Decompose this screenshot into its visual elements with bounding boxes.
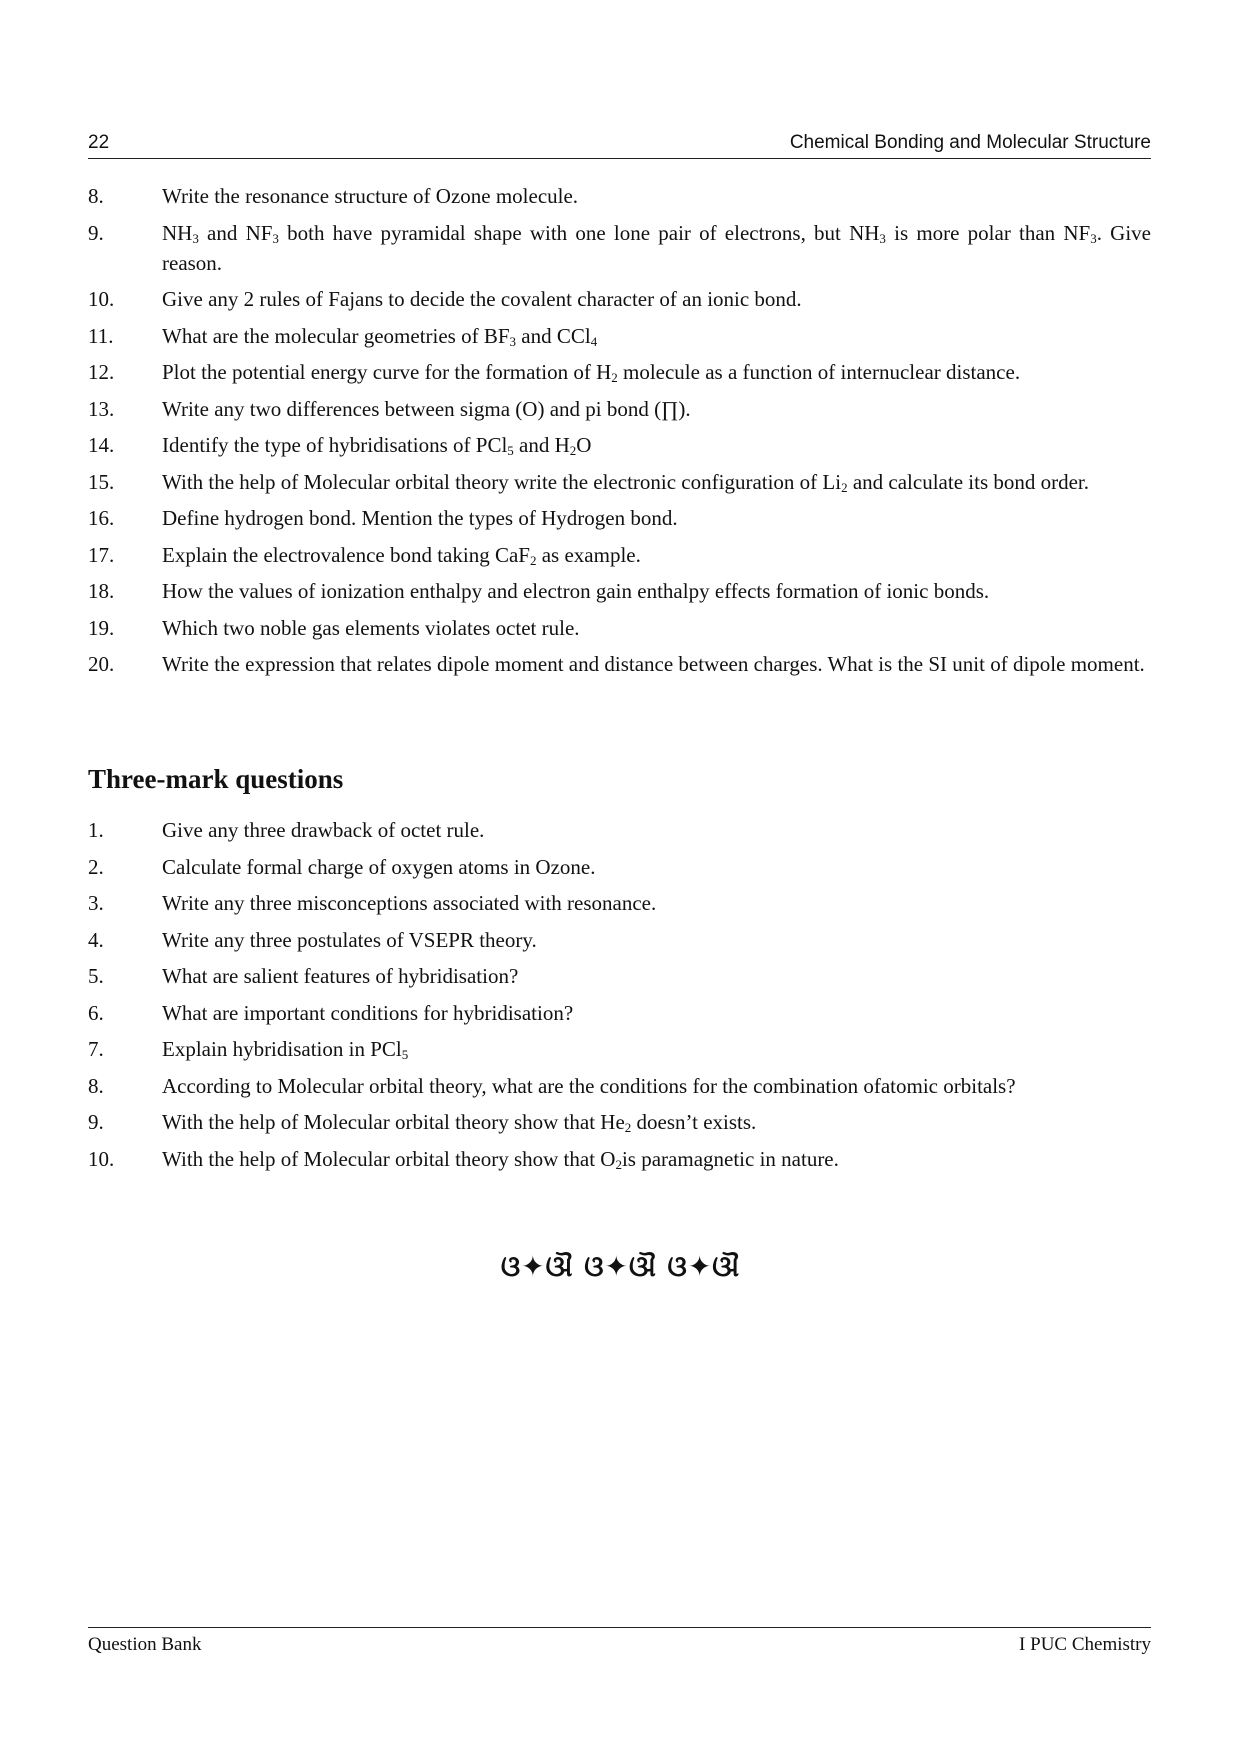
text-run: Identify the type of hybridisations of PCl bbox=[162, 433, 508, 457]
question-list-three-mark bbox=[88, 815, 1151, 1180]
question-item bbox=[88, 613, 1151, 643]
question-item bbox=[88, 925, 1151, 955]
question-number: 1. bbox=[88, 818, 104, 842]
question-text bbox=[162, 1071, 1151, 1101]
question-text bbox=[162, 467, 1151, 497]
question-item bbox=[88, 181, 1151, 211]
question-item bbox=[88, 540, 1151, 570]
subscript: 4 bbox=[590, 333, 598, 349]
page-header bbox=[88, 130, 1151, 159]
question-item bbox=[88, 430, 1151, 460]
subscript: 2 bbox=[841, 479, 848, 495]
text-run: Write any three misconceptions associated with resonance. bbox=[162, 891, 657, 915]
text-run: Give any 2 rules of Fajans to decide the covalent character of an ionic bond. bbox=[162, 287, 802, 311]
question-item bbox=[88, 852, 1151, 882]
subscript: 3 bbox=[879, 230, 886, 246]
text-run: According to Molecular orbital theory, what are the conditions for the combination ofatomic orbitals? bbox=[162, 1073, 1016, 1098]
question-text bbox=[162, 1034, 1151, 1064]
question-item bbox=[88, 1071, 1151, 1101]
text-run: . Give reason. bbox=[162, 220, 1152, 275]
text-run: Define hydrogen bond. Mention the types of Hydrogen bond. bbox=[162, 506, 678, 530]
question-number: 19. bbox=[88, 615, 115, 640]
question-text bbox=[162, 540, 1151, 570]
chapter-title: Chemical Bonding and Molecular Structure bbox=[789, 132, 1151, 153]
question-number: 17. bbox=[88, 542, 115, 567]
question-text bbox=[162, 218, 1151, 278]
text-run: Which two noble gas elements violates octet rule. bbox=[162, 615, 580, 640]
question-text bbox=[162, 961, 1151, 991]
question-item bbox=[88, 503, 1151, 533]
question-number: 20. bbox=[88, 652, 115, 676]
text-run: Plot the potential energy curve for the formation of H bbox=[162, 360, 612, 384]
text-run: and CCl bbox=[516, 323, 591, 348]
question-text bbox=[162, 613, 1151, 643]
subscript: 3 bbox=[1090, 230, 1097, 246]
subscript: 3 bbox=[509, 333, 517, 349]
text-run: Give any three drawback of octet rule. bbox=[162, 818, 485, 842]
text-run: both have pyramidal shape with one lone pair of electrons, but NH bbox=[278, 220, 880, 245]
question-number: 15. bbox=[88, 469, 115, 494]
text-run: Explain the electrovalence bond taking CaF bbox=[162, 542, 530, 567]
question-item bbox=[88, 1144, 1151, 1174]
question-item bbox=[88, 1034, 1151, 1064]
text-run: molecule as a function of internuclear distance. bbox=[617, 360, 1021, 384]
text-run: With the help of Molecular orbital theory show that He bbox=[162, 1110, 625, 1134]
text-run: and calculate its bond order. bbox=[847, 469, 1090, 494]
question-text bbox=[162, 284, 1151, 314]
page-footer bbox=[88, 1627, 1151, 1656]
question-number: 9. bbox=[88, 220, 104, 245]
text-run: Write the expression that relates dipole moment and distance between charges. What is the SI unit of dipole moment. bbox=[162, 652, 1145, 676]
question-text bbox=[162, 394, 1151, 424]
question-item bbox=[88, 998, 1151, 1028]
question-item bbox=[88, 321, 1151, 351]
question-number: 12. bbox=[88, 360, 115, 384]
text-run: Write any three postulates of VSEPR theory. bbox=[162, 927, 537, 952]
question-text bbox=[162, 815, 1151, 845]
subscript: 5 bbox=[507, 443, 514, 458]
question-text bbox=[162, 321, 1151, 351]
text-run: is paramagnetic in nature. bbox=[621, 1146, 839, 1171]
text-run: What are salient features of hybridisation? bbox=[162, 964, 519, 988]
text-run: NH bbox=[162, 220, 193, 245]
decorative-ornament: ଓ✦ଔ ଓ✦ଔ ଓ✦ଔ bbox=[500, 1250, 741, 1283]
subscript: 5 bbox=[401, 1047, 409, 1062]
text-run: and H bbox=[513, 433, 570, 457]
question-number: 10. bbox=[88, 287, 115, 311]
question-number: 16. bbox=[88, 506, 115, 530]
text-run: Explain hybridisation in PCl bbox=[162, 1037, 402, 1061]
subscript: 2 bbox=[611, 370, 618, 385]
text-run: Calculate formal charge of oxygen atoms in Ozone. bbox=[162, 854, 596, 879]
question-number: 3. bbox=[88, 891, 104, 915]
text-run: Write any two differences between sigma (O) and pi bond (∏). bbox=[162, 396, 691, 421]
text-run: With the help of Molecular orbital theory show that O bbox=[162, 1146, 616, 1171]
text-run: How the values of ionization enthalpy and electron gain enthalpy effects formation of ionic bonds. bbox=[162, 579, 990, 603]
text-run: is more polar than NF bbox=[885, 220, 1091, 245]
question-number: 7. bbox=[88, 1037, 104, 1061]
text-run: What are important conditions for hybridisation? bbox=[162, 1000, 574, 1025]
question-text bbox=[162, 576, 1151, 606]
question-number: 4. bbox=[88, 927, 104, 952]
question-number: 5. bbox=[88, 964, 104, 988]
question-item bbox=[88, 576, 1151, 606]
subscript: 2 bbox=[569, 443, 577, 458]
text-run: What are the molecular geometries of BF bbox=[162, 323, 510, 348]
question-text bbox=[162, 181, 1151, 211]
question-number: 14. bbox=[88, 433, 115, 457]
question-text bbox=[162, 430, 1151, 460]
text-run: With the help of Molecular orbital theory write the electronic configuration of Li bbox=[162, 469, 842, 494]
subscript: 3 bbox=[272, 230, 279, 246]
footer-left-text: Question Bank bbox=[88, 1634, 202, 1655]
question-item bbox=[88, 815, 1151, 845]
question-number: 8. bbox=[88, 1073, 104, 1098]
question-text bbox=[162, 998, 1151, 1028]
question-number: 10. bbox=[88, 1146, 115, 1171]
question-list-two-mark bbox=[88, 181, 1151, 686]
question-text bbox=[162, 357, 1151, 387]
text-run: Write the resonance structure of Ozone molecule. bbox=[162, 184, 579, 208]
question-item bbox=[88, 1107, 1151, 1137]
question-item bbox=[88, 394, 1151, 424]
text-run: as example. bbox=[536, 542, 641, 567]
question-number: 11. bbox=[88, 323, 114, 348]
subscript: 3 bbox=[192, 230, 199, 246]
question-text bbox=[162, 1144, 1151, 1174]
question-number: 18. bbox=[88, 579, 115, 603]
question-number: 13. bbox=[88, 396, 115, 421]
text-run: O bbox=[576, 433, 592, 457]
question-item bbox=[88, 218, 1151, 278]
question-item bbox=[88, 961, 1151, 991]
question-text bbox=[162, 503, 1151, 533]
question-item bbox=[88, 357, 1151, 387]
subscript: 2 bbox=[624, 1120, 632, 1135]
question-text bbox=[162, 888, 1151, 918]
question-item bbox=[88, 467, 1151, 497]
footer-right-text: I PUC Chemistry bbox=[1019, 1634, 1151, 1655]
question-text bbox=[162, 852, 1151, 882]
section-title: Three-mark questions bbox=[88, 764, 344, 794]
text-run: and NF bbox=[198, 220, 273, 245]
question-text bbox=[162, 925, 1151, 955]
question-number: 2. bbox=[88, 854, 104, 879]
question-text bbox=[162, 649, 1151, 679]
subscript: 2 bbox=[529, 552, 537, 568]
question-text bbox=[162, 1107, 1151, 1137]
question-item bbox=[88, 284, 1151, 314]
question-number: 6. bbox=[88, 1000, 104, 1025]
question-number: 8. bbox=[88, 184, 104, 208]
question-item bbox=[88, 888, 1151, 918]
text-run: doesn’t exists. bbox=[631, 1110, 757, 1134]
question-number: 9. bbox=[88, 1110, 104, 1134]
page-number: 22 bbox=[88, 132, 110, 153]
question-item bbox=[88, 649, 1151, 679]
subscript: 2 bbox=[615, 1156, 622, 1172]
